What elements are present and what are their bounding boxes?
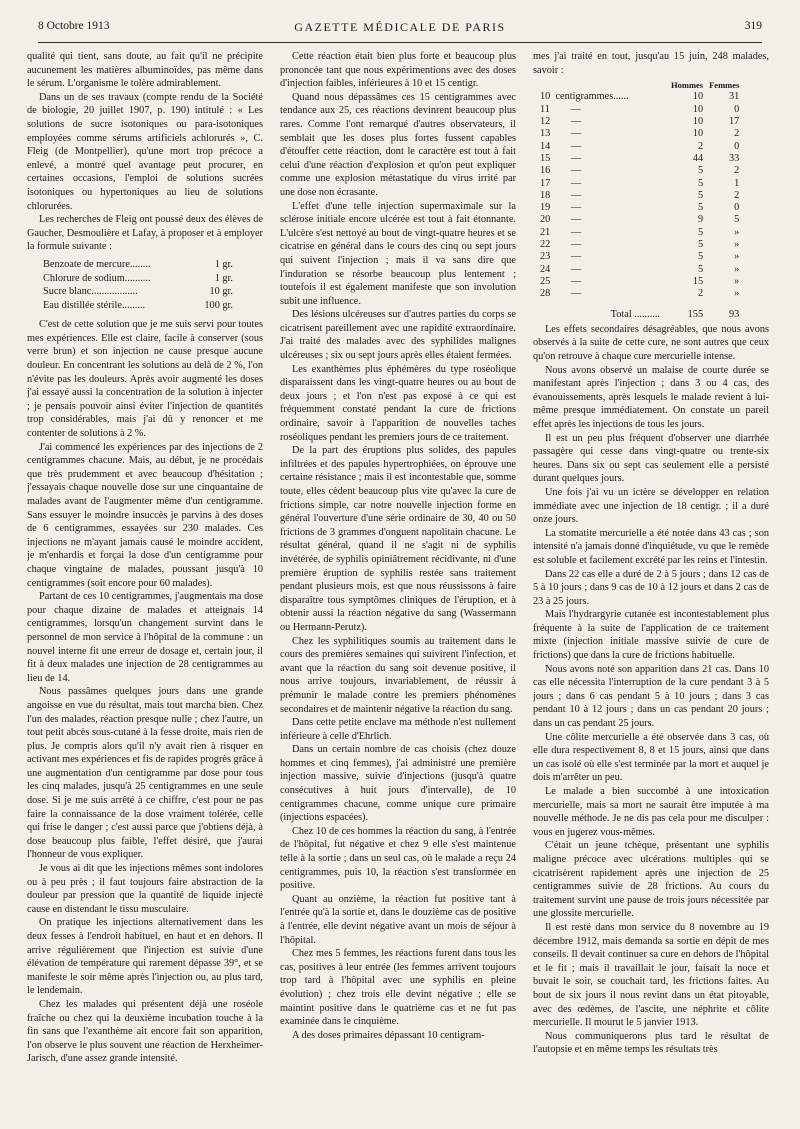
paragraph: Le malade a bien succombé à une intoxication mercurielle, mais sa mort ne saurait être imputée à ma nouvelle méthode. Je ne dis pas cela pour me disculper : vous en jugerez vous-mêmes. [533, 786, 769, 838]
cases-table [537, 79, 742, 321]
dose-cell: 21 — [540, 226, 582, 238]
table-row [537, 214, 742, 226]
women-count: 0 [734, 140, 740, 152]
text-column-3 [533, 50, 769, 1120]
formula-qty: 100 gr. [204, 299, 233, 311]
dose-cell: 22 — [540, 239, 582, 251]
men-count: 5 [697, 189, 704, 201]
table-row [537, 251, 742, 263]
page-number: 319 [744, 20, 762, 32]
formula-item: Benzoate de mercure........ [43, 258, 151, 270]
women-count: 31 [729, 91, 740, 103]
paragraph: Chez mes 5 femmes, les réactions furent dans tous les cas, positives à leur entrée (les femmes arrivent toujours trop tard à l'hôpital avec une syphilis en pleine évolution) ; chez trois elle devint négative ; elle se maintint positive dans le quatrième cas et ne fut pas examinée dans le cinquième. [280, 948, 516, 1028]
men-count: 5 [697, 251, 704, 263]
paragraph: Mais l'hydrargyrie cutanée est incontestablement plus fréquente à la suite de l'application de ce traitement mixte (injection initiale massive suivie de cure de frictions) que dans la cure de frictions habituelle. [533, 609, 769, 662]
total-men: 155 [687, 308, 704, 320]
men-count: 5 [697, 177, 704, 189]
paragraph: Chez les syphilitiques soumis au traitement dans le cours des premières semaines qui suivirent l'infection, et avant que la réaction du sang soit devenue positive, il nous arrive toujours, invariablement, de réussir à prémunir le malade contre les premiers phénomènes secondaires et de maintenir négative la réaction du sang. [280, 635, 516, 715]
paragraph: Il est un peu plus fréquent d'observer une diarrhée passagère qui cesse dans vingt-quatre ou trente-six heures. Dans six ou sept cas seulement elle a persisté durant quelques jours. [533, 432, 769, 485]
paragraph: Nous communiquerons plus tard le résultat de l'autopsie et en même temps les résultats très [533, 1030, 769, 1056]
paragraph: Partant de ces 10 centigrammes, j'augmentais ma dose pour chaque dizaine de malades et atteignais 14 centigrammes, lorsqu'un changement survint dans le personnel de mon service à l'hôpital de la commune : un nouvel interne fit une erreur de dosage et, certain jour, il fit à deux malades une injection de 28 centigrammes au lieu de 14. [27, 591, 263, 684]
table-row [537, 141, 742, 153]
page-header [38, 20, 762, 40]
paragraph: A des doses primaires dépassant 10 centigram- [292, 1029, 485, 1041]
paragraph: Cette réaction était bien plus forte et beaucoup plus prononcée tant que nous expérimentions avec des doses d'injection faibles, inférieures à 10 et 15 centigr. [280, 51, 516, 90]
women-count: 5 [734, 214, 740, 226]
paragraph: Les effets secondaires désagréables, que nous avons observés à la suite de cette cure, ne sont autres que ceux qu'on retrouve à chaque cure mercurielle intense. [533, 323, 769, 363]
dose-cell: 24 — [540, 263, 582, 275]
paragraph: De la part des éruptions plus solides, des papules infiltrées et des papules hypertrophiées, on éprouve une certaine résistance ; mais il est incontestable que, somme toute, elles cèdent beaucoup plus vite qu'avec la cure de frictions simple, car notre nouvelle injection forme en général l'ouverture d'une série ordinaire de 30, 40 ou 50 frictions de 3 grammes d'onguent napolitain chacune. Le résultat général, quand il ne s'agit ni de syphilis invétérée, de syphilis opiniâtrement récidivante, ni d'une première éruption de syphilis restée sans traitement pendant plusieurs mois, est que nous réussissons à faire disparaître tous symptômes cliniques de l'éruption, et à obtenir aussi la réaction négative du sang (Wassermann ou Hermann-Perutz). [280, 445, 516, 633]
table-row [537, 116, 742, 128]
paragraph: C'est de cette solution que je me suis servi pour toutes mes expériences. Elle est claire, facile à conserver (sous verre brun) et son injection ne cause presque aucune douleur. En concentrant les solutions au delà de 2 %, l'on n'évite pas les douleurs. Après avoir augmenté les doses j'ai essayé aussi la concentration de la solution à injecter ; je pensais pouvoir ainsi éviter l'injection de quantités trop considérables, mais j'ai dû y renoncer et me contenter de solutions à 2 %. [27, 319, 263, 440]
dose-cell: 13 — [540, 128, 582, 140]
text-column-2 [280, 50, 516, 1120]
table-row [537, 202, 742, 214]
paragraph: Nous passâmes quelques jours dans une grande angoisse en vue du résultat, mais tout marcha bien. Chez l'un des malades, réaction presque nulle ; chez l'autre, un tout petit abcès sous-cutané à la fesse droite, mais rien de plus. Je compris alors qu'il n'y avait rien à risquer en activant mes expériences et fis de rapides progrès grâce à une augmentation d'un centigramme par dose pour tous les cinq malades, jusqu'à 25 centigrammes en une seule dose. Si je me suis arrêté à ce chiffre, c'est pour ne pas faire la connaissance de la dose vraiment tolérée, celle qui frise le danger ; c'est aussi parce que j'obtiens déjà, à dose beaucoup plus faible, l'effet désiré, que j'aurai l'honneur de vous expliquer. [27, 686, 263, 861]
table-body [537, 91, 742, 300]
men-count: 9 [697, 214, 704, 226]
dose-cell: 16 — [540, 165, 582, 177]
total-women: 93 [729, 308, 740, 320]
men-count: 10 [692, 116, 704, 128]
women-count: 2 [734, 128, 740, 140]
paragraph: Nous avons noté son apparition dans 21 cas. Dans 10 cas elle nécessita l'interruption de la cure pendant 3 à 5 jours ; dans 6 cas pendant 5 à 10 jours ; dans 3 cas pendant 10 à 12 jours ; dans un cas pendant 20 jours ; dans un cas pendant 25 jours. [533, 663, 769, 730]
dose-cell: 18 — [540, 189, 582, 201]
men-count: 10 [692, 128, 704, 140]
women-count: » [734, 239, 740, 251]
table-row [537, 165, 742, 177]
men-count: 2 [697, 140, 704, 152]
dose-cell: 20 — [540, 214, 582, 226]
women-count: » [734, 226, 740, 238]
formula-line [43, 258, 233, 272]
paragraph: Dans 22 cas elle a duré de 2 à 5 jours ; dans 12 cas de 5 à 10 jours ; dans 9 cas de 10 à 12 jours et dans 2 cas de 23 à 25 jours. [533, 568, 769, 607]
men-count: 5 [697, 202, 704, 214]
total-row [537, 301, 742, 321]
table-row [537, 153, 742, 165]
table-row [537, 239, 742, 251]
paragraph: J'ai commencé les expériences par des injections de 2 centigrammes chacune. Mais, au début, je ne procédais que très prudemment et avec beaucoup d'hésitation ; j'essayais chaque nouvelle dose sur une cinquantaine de malades avant de l'augmenter même d'un centigramme. Sans essuyer le moindre insuccès je parvins à des doses de 6 centigrammes, essayées sur 230 malades. Ces injections ne m'ayant jamais causé le moindre accident, je m'enhardis et forçai la dose d'un centigramme pour chaque vingtaine de malades, poussant jusqu'à 10 centigrammes (soit encore pour 60 malades). [27, 441, 263, 589]
formula-item: Chlorure de sodium.......... [43, 272, 151, 284]
dose-cell: 28 — [540, 288, 582, 300]
paragraph: Je vous ai dit que les injections mêmes sont indolores ou à peu près ; il faut toujours faire abstraction de la douleur par pression que la quantité de liquide injecté cause en distendant le tissu musculaire. [27, 863, 263, 915]
men-count: 15 [692, 275, 704, 287]
dose-cell: 12 — [540, 116, 582, 128]
table-row [537, 91, 742, 103]
journal-title: GAZETTE MÉDICALE DE PARIS [294, 20, 506, 34]
women-count: 2 [734, 189, 740, 201]
paragraph: On pratique les injections alternativement dans les deux fesses à l'endroit habituel, en haut et en dehors. Il arrive régulièrement que l'injection est suivie d'une élévation de température qui rarement dépasse 39°, et se manifeste le soir même après l'injection ou, au plus tard, le lendemain. [27, 917, 263, 997]
paragraph: Une fois j'ai vu un ictère se développer en relation immédiate avec une injection de 18 centigr. ; il a duré onze jours. [533, 486, 769, 526]
women-count: » [734, 288, 740, 300]
formula-list [43, 258, 233, 312]
paragraph: Les exanthèmes plus éphémères du type roséolique disparaissent dans les vingt-quatre heures ou au bout de deux jours ; et l'on n'est pas exposé à ce qui est fréquemment constaté pendant la cure de frictions ordinaire, savoir à l'apparition de nouvelles taches roséoliques pendant les premiers jours de ce traitement. [280, 363, 516, 443]
women-count: 0 [734, 202, 740, 214]
column-header-women: Femmes [709, 80, 740, 91]
paragraph: mes j'ai traité en tout, jusqu'au 15 juin, 248 malades, savoir : [533, 51, 769, 76]
table-row [537, 128, 742, 140]
dose-cell: 14 — [540, 140, 582, 152]
dose-cell: 15 — [540, 152, 582, 164]
paragraph: Les recherches de Fleig ont poussé deux des élèves de Gaucher, Desmoulière et Lafay, à proposer et à employer la formule suivante : [27, 214, 263, 253]
women-count: 1 [734, 177, 740, 189]
dose-cell: 10 centigrammes...... [540, 91, 629, 103]
women-count: 17 [729, 116, 740, 128]
paragraph: Dans cette petite enclave ma méthode n'est nullement inférieure à celle d'Ehrlich. [280, 717, 516, 742]
formula-line [43, 272, 233, 286]
women-count: 0 [734, 103, 740, 115]
formula-qty: 1 gr. [214, 272, 233, 284]
paragraph: Des lésions ulcéreuses sur d'autres parties du corps se cicatrisent pareillement avec une rapidité extraordinaire. J'ai traité des malades avec des syphilides malignes ulcéreuses ; six ou sept jours après elles étaient fermées. [280, 309, 516, 362]
table-row [537, 178, 742, 190]
issue-date: 8 Octobre 1913 [38, 20, 110, 32]
dose-cell: 19 — [540, 202, 582, 214]
paragraph: Chez les malades qui présentent déjà une roséole fraîche ou chez qui la deuxième incubation touche à la fin sans que l'exanthème ait encore fait son apparition, l'on observe le plus souvent une réaction de Herxheimer-Jarisch, d'une assez grande intensité. [27, 998, 263, 1065]
women-count: 33 [729, 152, 740, 164]
formula-item: Eau distillée stérile......... [43, 299, 146, 311]
women-count: 2 [734, 165, 740, 177]
table-row [537, 276, 742, 288]
paragraph: Quand nous dépassâmes ces 15 centigrammes avec tendance aux 25, ces réactions devinrent beaucoup plus rares. Comme l'ont remarqué d'autres observateurs, il semblait que les doses plus fortes fussent capables d'étouffer cette réaction, dont le caractère est tout à fait celui d'une réaction d'explosion et qu'on peut expliquer comme une explosion métastatique du virus irrité par une dose non écrasante. [280, 91, 516, 198]
paragraph: La stomatite mercurielle a été notée dans 43 cas ; son intensité n'a jamais donné d'inquiétude, vu que le remède est soluble et facilement excrété par les reins et l'intestin. [533, 527, 769, 566]
women-count: » [734, 251, 740, 263]
text-column-1 [27, 50, 263, 1120]
paragraph: Dans un certain nombre de cas choisis (chez douze hommes et cinq femmes), j'ai administré une première injection massive, suivie d'injections (jusqu'à quatre consécutives à huit jours d'intervalle), de 10 centigrammes chacune, comme unique cure primaire (injections espacées). [280, 744, 516, 824]
men-count: 5 [697, 226, 704, 238]
formula-qty: 10 gr. [209, 286, 233, 298]
dose-cell: 17 — [540, 177, 582, 189]
paragraph: L'effet d'une telle injection supermaximale sur la sclérose initiale encore ulcérée est tout à fait étonnante. L'ulcère s'est nettoyé au bout de vingt-quatre heures et se cicatrise en général dans le cours des cinq ou sept jours qui suivent l'injection ; mais il va sans dire que l'induration se résorbe beaucoup plus lentement ; toutefois il est également manifeste que son involution subit une influence. [280, 200, 516, 307]
paragraph: Dans un de ses travaux (compte rendu de la Société de biologie, 20 juillet 1907, p. 190) intitulé : « Les solutions de sucre isotoniques ou para-isotoniques employées comme sérums artificiels achlorurés », C. Fleig (de Montpellier), qu'une mort trop précoce a enlevé, a montré quel avantage peut procurer, en certaines occasions, l'emploi de solutions sucrées isotoniques ou hypertoniques au lieu de solutions chlorurées. [27, 91, 263, 212]
men-count: 5 [697, 263, 704, 275]
men-count: 2 [697, 288, 704, 300]
men-count: 44 [692, 152, 704, 164]
dose-cell: 25 — [540, 275, 582, 287]
paragraph: Quant au onzième, la réaction fut positive tant à l'entrée qu'à la sortie et, dans le douzième cas de positive à l'entrée, elle devint négative avant un mois de séjour à l'hôpital. [280, 893, 516, 946]
column-header-men: Hommes [671, 80, 704, 91]
formula-qty: 1 gr. [214, 258, 233, 270]
women-count: » [734, 263, 740, 275]
paragraph: Une côlite mercurielle a été observée dans 3 cas, où elle dura respectivement 8, 8 et 15 jours, ainsi que dans un cas isolé où elle s'est terminée par la mort et auquel je dois m'arrêter un peu. [533, 731, 769, 784]
table-header-row [537, 79, 742, 91]
table-row [537, 190, 742, 202]
paragraph: Chez 10 de ces hommes la réaction du sang, à l'entrée de l'hôpital, fut négative et chez 9 elle s'est maintenue telle à la sortie ; dans un seul cas, où le malade a reçu 24 centigrammes, puis 10, la réaction s'est transformée en positive. [280, 825, 516, 892]
table-row [537, 288, 742, 300]
men-count: 5 [697, 239, 704, 251]
table-row [537, 104, 742, 116]
men-count: 5 [697, 165, 704, 177]
paragraph: Il est resté dans mon service du 8 novembre au 19 décembre 1912, mais demanda sa sortie en dépit de mes conseils. Il devait continuer sa cure en dehors de l'hôpital et le fit ; mais il travaillait le jour, faisait la noce et buvait le soir, se couchait tard, les frictions faites. Au bout de six jours il nous revint dans un état pitoyable, avec des œdèmes, de l'ascite, une néphrite et côlite mercurielle. Il mourut le 5 janvier 1913. [533, 921, 769, 1029]
formula-line [43, 299, 233, 313]
women-count: » [734, 275, 740, 287]
table-row [537, 227, 742, 239]
column-header-dose [537, 79, 668, 91]
men-count: 10 [692, 103, 704, 115]
header-rule [38, 42, 762, 43]
table-row [537, 264, 742, 276]
paragraph: Nous avons observé un malaise de courte durée se manifestant après l'injection ; dans 3 ou 4 cas, des évanouissements, après lesquels le malade revient à lui-même presque immédiatement. On constate un pareil effet après les injections de tous les jours. [533, 364, 769, 430]
paragraph: C'était un jeune tchèque, présentant une syphilis maligne précoce avec ulcérations multiples qui se cicatrisèrent rapidement après une injection de 25 centigrammes suivie de 28 frictions. Au cours du traitement survint une pause de trois jours nécessitée par une glossite mercurielle. [533, 840, 769, 920]
formula-item: Sucre blanc.................. [43, 286, 138, 298]
total-label: Total .......... [610, 308, 660, 320]
men-count: 10 [692, 91, 704, 103]
formula-line [43, 285, 233, 299]
dose-cell: 23 — [540, 251, 582, 263]
paragraph: qualité qui tient, sans doute, au fait qu'il ne précipite aucunement les matières albuminoïdes, pas même dans le sérum. L'organisme le tolère admirablement. [27, 51, 263, 90]
dose-cell: 11 — [540, 103, 581, 115]
